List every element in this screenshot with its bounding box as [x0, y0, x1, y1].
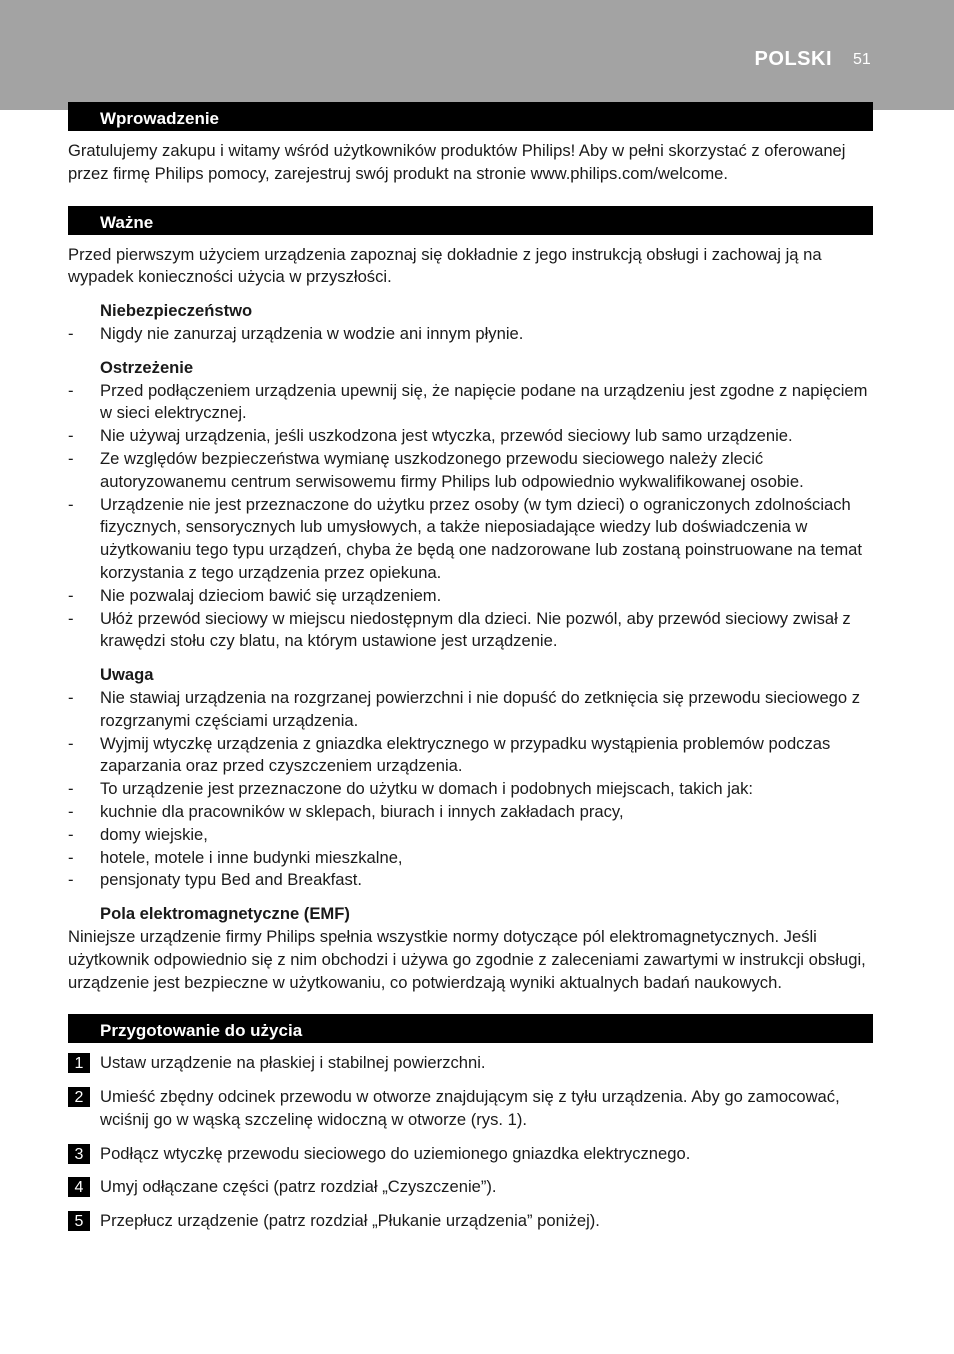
emf-paragraph: Niniejsze urządzenie firmy Philips spełnia wszystkie normy dotyczące pól elektromagnetycznych. Jeśli użytkownik odpowiednio się z nim obchodzi i używa go zgodnie z zaleceniami zawartymi w instrukcji obsługi, urządzenie jest bezpieczne w użytkowaniu, co potwierdzają wyniki aktualnych badań naukowych.: [68, 926, 866, 992]
step-number: 5: [68, 1211, 90, 1231]
section-heading-important: Ważne: [68, 206, 873, 235]
emf-heading: Pola elektromagnetyczne (EMF): [100, 904, 350, 924]
step-number: 2: [68, 1087, 90, 1107]
language-label: POLSKI: [754, 48, 832, 70]
step-item: 2 Umieść zbędny odcinek przewodu w otworze znajdującym się z tyłu urządzenia. Aby go zamocować, wciśnij go w wąską szczelinę widoczną w otworze (rys. 1).: [68, 1086, 873, 1132]
list-item: - hotele, motele i inne budynki mieszkalne,: [68, 847, 403, 867]
list-item: - Urządzenie nie jest przeznaczone do użytku przez osoby (w tym dzieci) o ograniczonych zdolnościach fizycznych, sensorycznych lub umysłowych, a także nieposiadające wiedzy lub doświadczenia w użytkowaniu tego typu urządzeń, chyba że będą one nadzorowane lub zostaną poinstruowane na temat korzystania z tego urządzenia przez opiekuna.: [68, 494, 862, 582]
list-item: - Nie używaj urządzenia, jeśli uszkodzona jest wtyczka, przewód sieciowy lub samo urządzenie.: [68, 426, 793, 446]
step-number: 3: [68, 1144, 90, 1164]
list-item: - Ze względów bezpieczeństwa wymianę uszkodzonego przewodu sieciowego należy zlecić autoryzowanemu centrum serwisowemu firmy Philips lub odpowiednio wykwalifikowanej osobie.: [68, 448, 804, 491]
danger-list: [68, 323, 873, 346]
list-item: - To urządzenie jest przeznaczone do użytku w domach i podobnych miejscach, takich jak:: [68, 779, 754, 799]
list-item: - Nie stawiaj urządzenia na rozgrzanej powierzchni i nie dopuść do zetknięcia się przewodu sieciowego z rozgrzanymi częściami urządzenia.: [68, 687, 861, 730]
list-item: - Ułóż przewód sieciowy w miejscu niedostępnym dla dzieci. Nie pozwól, aby przewód sieciowy zwisał z krawędzi stołu czy blatu, na którym ustawione jest urządzenie.: [68, 608, 851, 651]
step-number: 1: [68, 1053, 90, 1073]
step-item: 3 Podłącz wtyczkę przewodu sieciowego do uziemionego gniazdka elektrycznego.: [68, 1143, 873, 1166]
caution-heading: Uwaga: [100, 665, 154, 685]
step-item: 4 Umyj odłączane części (patrz rozdział „Czyszczenie”).: [68, 1176, 873, 1199]
list-item: - Wyjmij wtyczkę urządzenia z gniazdka elektrycznego w przypadku wystąpienia problemów podczas zaparzania oraz przed czyszczeniem urządzenia.: [68, 733, 831, 776]
step-number: 4: [68, 1177, 90, 1197]
section-heading-prep: Przygotowanie do użycia: [68, 1014, 873, 1043]
caution-list: [68, 687, 873, 892]
danger-heading: Niebezpieczeństwo: [100, 301, 253, 321]
page-number: 51: [853, 51, 871, 68]
list-item: - Przed podłączeniem urządzenia upewnij się, że napięcie podane na urządzeniu jest zgodne z napięciem w sieci elektrycznej.: [68, 380, 868, 423]
page-header-band: [0, 0, 954, 110]
list-item: - pensjonaty typu Bed and Breakfast.: [68, 870, 362, 890]
list-item: - Nigdy nie zanurzaj urządzenia w wodzie ani innym płynie.: [68, 323, 524, 343]
step-item: 1 Ustaw urządzenie na płaskiej i stabilnej powierzchni.: [68, 1052, 873, 1075]
important-paragraph: Przed pierwszym użyciem urządzenia zapoznaj się dokładnie z jego instrukcją obsługi i zachowaj ją na wypadek konieczności użycia w przyszłości.: [68, 244, 822, 287]
list-item: - domy wiejskie,: [68, 824, 208, 844]
section-heading-intro: Wprowadzenie: [68, 102, 873, 131]
warning-list: [68, 380, 873, 654]
prep-steps: [68, 1052, 873, 1233]
list-item: - kuchnie dla pracowników w sklepach, biurach i innych zakładach pracy,: [68, 801, 624, 821]
step-item: 5 Przepłucz urządzenie (patrz rozdział „Płukanie urządzenia” poniżej).: [68, 1210, 873, 1233]
intro-paragraph: Gratulujemy zakupu i witamy wśród użytkowników produktów Philips! Aby w pełni skorzystać z oferowanej przez firmę Philips pomocy, zarejestruj swój produkt na stronie www.philips.com/welcome.: [68, 141, 846, 183]
list-item: - Nie pozwalaj dzieciom bawić się urządzeniem.: [68, 585, 442, 605]
warning-heading: Ostrzeżenie: [100, 357, 194, 377]
document-body: [68, 102, 873, 1244]
